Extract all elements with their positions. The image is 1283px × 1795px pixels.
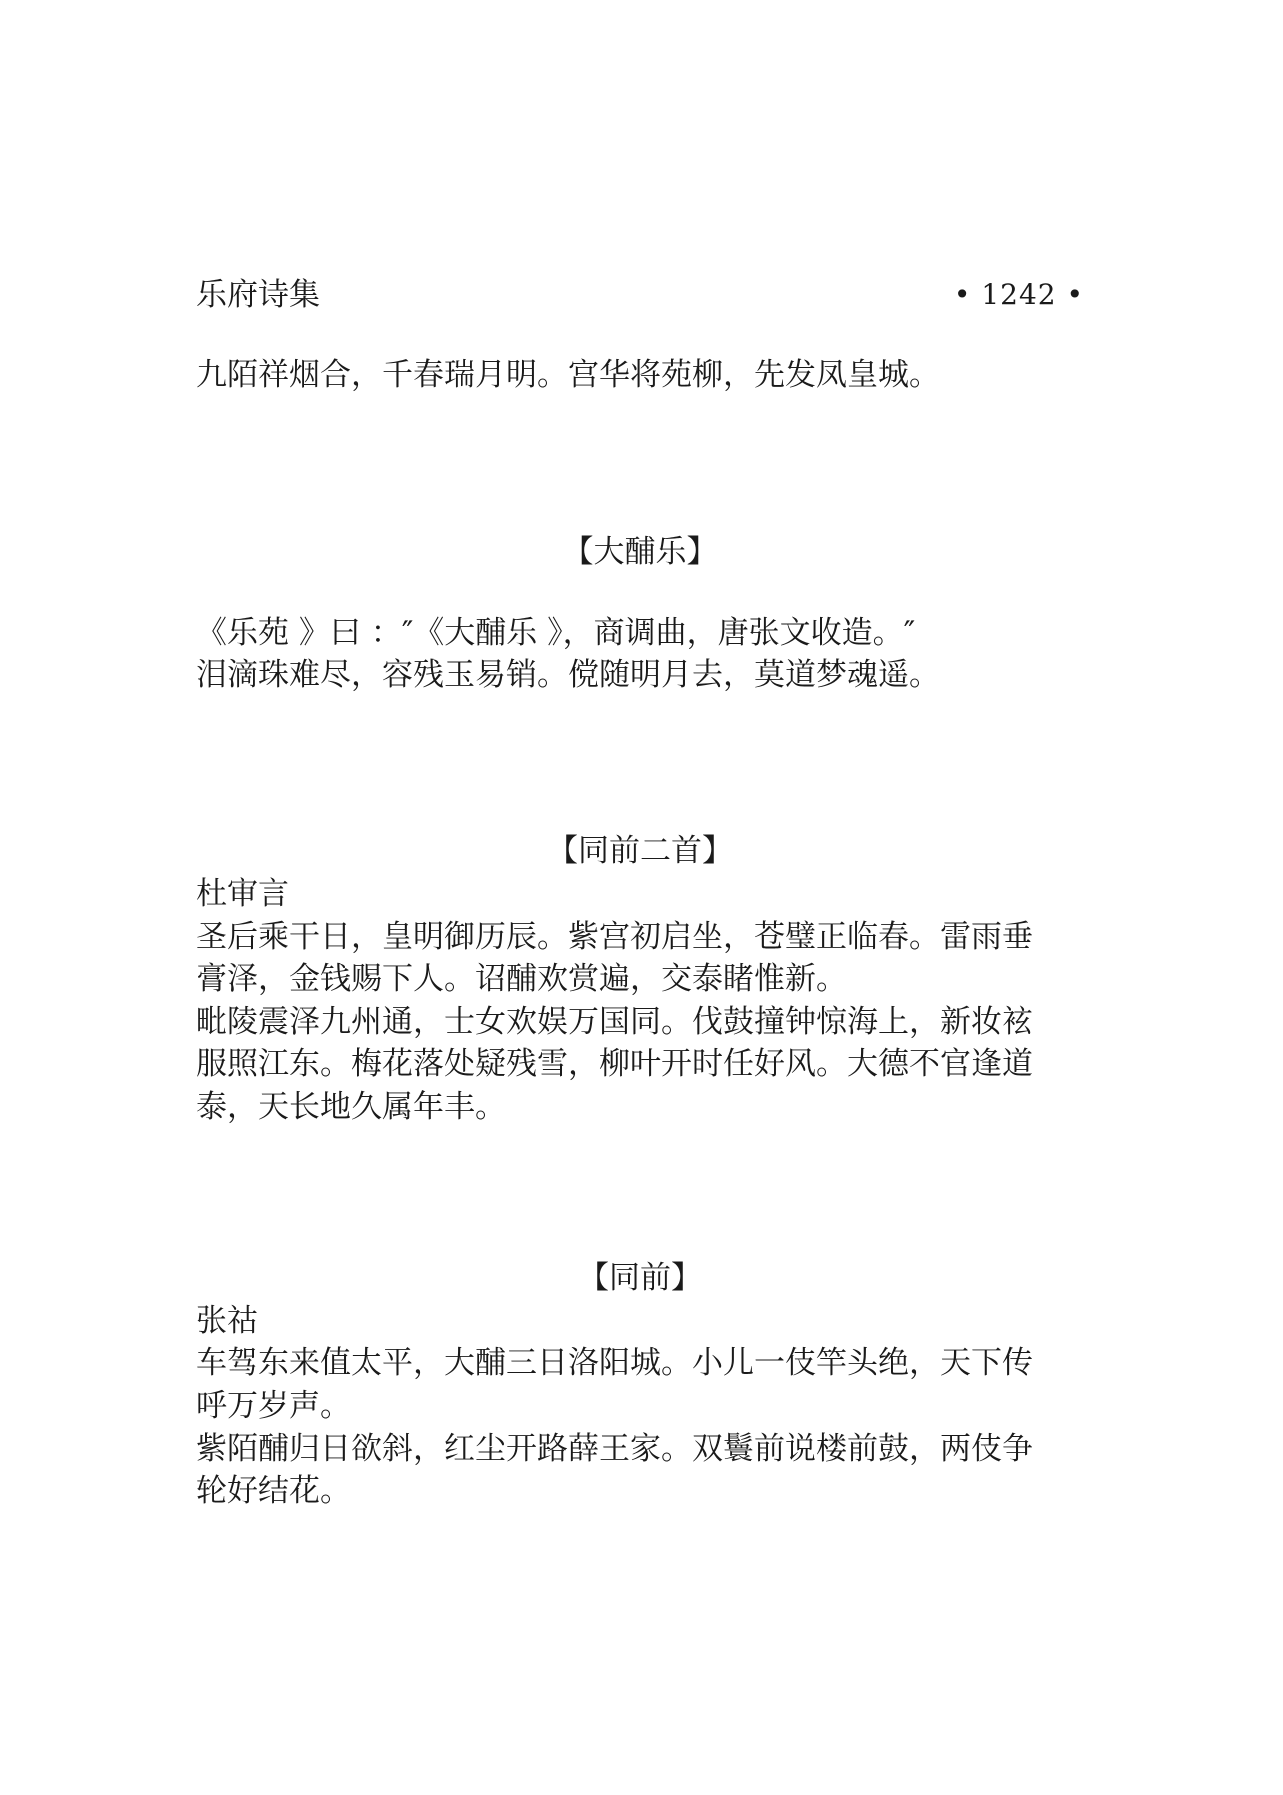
section-3-poem-line: 轮好结花。 [196, 1473, 351, 1509]
section-2-poem-line: 毗陵震泽九州通，士女欢娱万国同。伐鼓撞钟惊海上，新妆袨 [196, 1004, 1033, 1040]
page-number: • 1242 • [953, 278, 1084, 311]
section-title-dapu-le: 【大酺乐】 [562, 534, 718, 570]
section-2-poem-line: 泰，天长地久属年丰。 [196, 1089, 506, 1125]
section-title-tongqian-ershou: 【同前二首】 [547, 833, 733, 869]
book-title: 乐府诗集 [196, 277, 320, 313]
section-3-poem-line: 车驾东来值太平，大酺三日洛阳城。小儿一伎竿头绝，天下传 [196, 1345, 1033, 1381]
section-1-source-note: 《乐苑 》曰 ：″《大酺乐 》，商调曲，唐张文收造。″ [196, 615, 916, 651]
section-2-author: 杜审言 [196, 876, 289, 912]
section-3-poem-line: 呼万岁声。 [196, 1388, 351, 1424]
section-title-tongqian: 【同前】 [578, 1260, 702, 1296]
section-1-poem-line: 泪滴珠难尽，容残玉易销。傥随明月去，莫道梦魂遥。 [196, 657, 940, 693]
section-2-poem-line: 膏泽，金钱赐下人。诏酺欢赏遍，交泰睹惟新。 [196, 961, 847, 997]
opening-poem-line: 九陌祥烟合，千春瑞月明。宫华将苑柳，先发凤皇城。 [196, 357, 940, 393]
section-2-poem-line: 圣后乘干日，皇明御历辰。紫宫初启坐，苍璧正临春。雷雨垂 [196, 919, 1033, 955]
section-2-poem-line: 服照江东。梅花落处疑残雪，柳叶开时任好风。大德不官逢道 [196, 1046, 1033, 1082]
section-3-author: 张祜 [196, 1303, 258, 1339]
page-header [196, 272, 1084, 318]
section-3-poem-line: 紫陌酺归日欲斜，红尘开路薛王家。双鬟前说楼前鼓，两伎争 [196, 1431, 1033, 1467]
